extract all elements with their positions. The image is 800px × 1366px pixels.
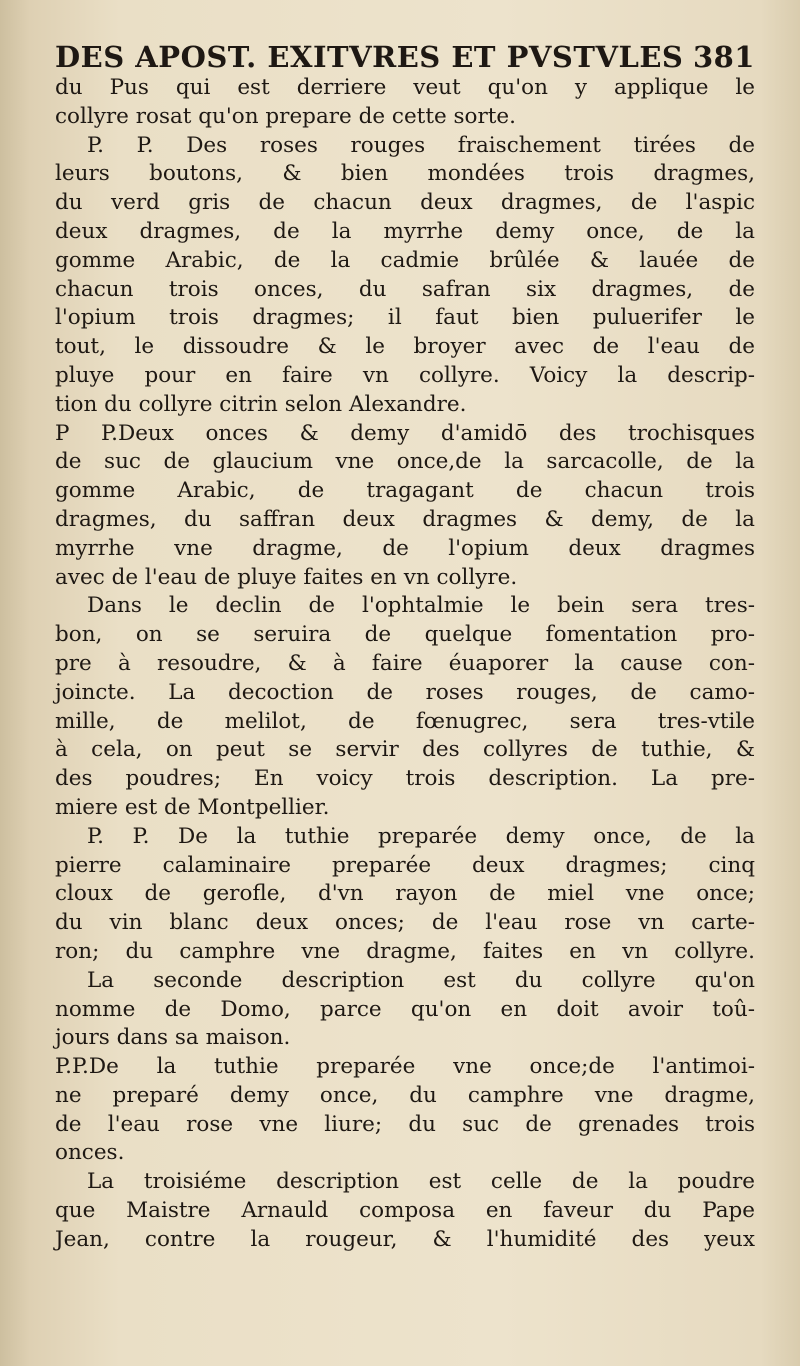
text-line: myrrhe vne dragme, de l'opium deux dragmes	[55, 535, 755, 561]
text-line: nomme de Domo, parce qu'on en doit avoir toû-	[55, 996, 755, 1022]
text-line: de l'eau rose vne liure; du suc de grenades trois	[55, 1111, 755, 1137]
text-line: La troisiéme description est celle de la poudre	[87, 1169, 755, 1195]
text-line: gomme Arabic, de la cadmie brûlée & lauée de	[55, 247, 755, 273]
text-line: cloux de gerofle, d'vn rayon de miel vne once;	[55, 881, 755, 907]
text-line: miere est de Montpellier.	[55, 794, 330, 820]
text-line: Jean, contre la rougeur, & l'humidité des yeux	[55, 1226, 755, 1252]
text-line: de suc de glaucium vne once,de la sarcacolle, de la	[55, 449, 755, 475]
text-line: P. P. De la tuthie preparée demy once, de la	[87, 823, 755, 849]
text-line: pre à resoudre, & à faire éuaporer la cause con-	[55, 650, 755, 676]
text-line: que Maistre Arnauld composa en faveur du Pape	[55, 1198, 755, 1224]
text-line: du vin blanc deux onces; de l'eau rose vn carte-	[55, 910, 755, 936]
text-line: pierre calaminaire preparée deux dragmes; cinq	[55, 852, 755, 878]
text-line: deux dragmes, de la myrrhe demy once, de la	[55, 218, 755, 244]
text-line: ne preparé demy once, du camphre vne dragme,	[55, 1082, 755, 1108]
text-line: pluye pour en faire vn collyre. Voicy la descrip-	[55, 362, 755, 388]
running-header	[55, 40, 755, 74]
body-text	[55, 74, 755, 1255]
text-line: joincte. La decoction de roses rouges, de camo-	[55, 679, 755, 705]
text-line: onces.	[55, 1140, 125, 1166]
text-line: l'opium trois dragmes; il faut bien puluerifer le	[55, 305, 755, 331]
text-line: jours dans sa maison.	[55, 1025, 291, 1051]
text-line: P P.Deux onces & demy d'amidō des trochisques	[55, 420, 755, 446]
text-line: bon, on se seruira de quelque fomentation pro-	[55, 622, 755, 648]
text-line: collyre rosat qu'on prepare de cette sorte.	[55, 103, 516, 129]
text-line: avec de l'eau de pluye faites en vn collyre.	[55, 564, 518, 590]
text-line: du Pus qui est derriere veut qu'on y applique le	[55, 75, 755, 100]
text-line: chacun trois onces, du safran six dragmes, de	[55, 276, 755, 302]
page-number: 381	[692, 40, 755, 74]
text-line: du verd gris de chacun deux dragmes, de l'aspic	[55, 190, 755, 216]
text-line: dragmes, du saffran deux dragmes & demy, de la	[55, 506, 755, 532]
text-line: P. P. Des roses rouges fraischement tirées de	[87, 132, 755, 158]
text-line: ron; du camphre vne dragme, faites en vn collyre.	[55, 938, 755, 964]
text-line: leurs boutons, & bien mondées trois dragmes,	[55, 161, 755, 187]
running-title: DES APOST. EXITVRES ET PVSTVLES	[55, 40, 684, 74]
text-line: des poudres; En voicy trois description. La pre-	[55, 766, 755, 792]
text-line: Dans le declin de l'ophtalmie le bein sera tres-	[87, 593, 755, 619]
text-line: mille, de melilot, de fœnugrec, sera tres-vtile	[55, 708, 755, 734]
text-line: gomme Arabic, de tragagant de chacun trois	[55, 478, 755, 504]
text-line: tout, le dissoudre & le broyer avec de l'eau de	[55, 334, 755, 360]
text-line: à cela, on peut se servir des collyres de tuthie, &	[55, 737, 755, 763]
text-line: La seconde description est du collyre qu'on	[87, 967, 755, 993]
text-line: tion du collyre citrin selon Alexandre.	[55, 391, 467, 417]
text-line: P.P.De la tuthie preparée vne once;de l'antimoi-	[55, 1054, 755, 1080]
